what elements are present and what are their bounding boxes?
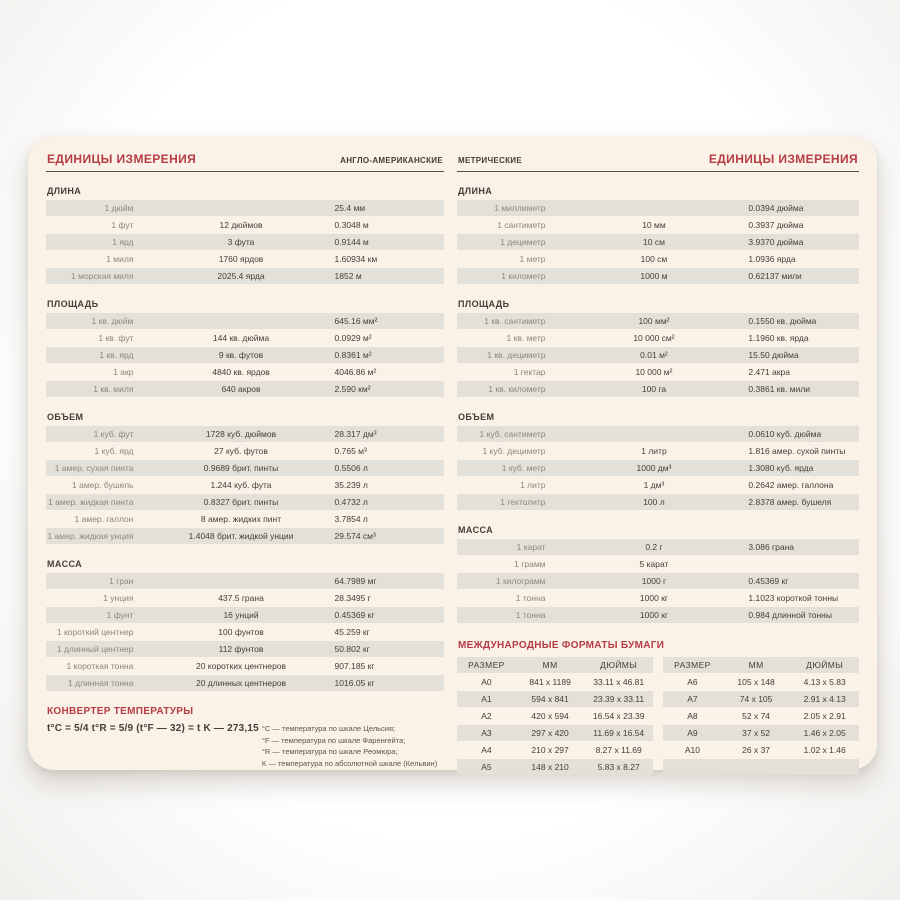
table-row (46, 381, 444, 397)
equivalent-cell (149, 200, 332, 216)
value-cell: 1852 м (334, 271, 362, 281)
paper-table-header (663, 657, 859, 673)
unit-cell: 1 ярд (112, 237, 134, 247)
value-cell (746, 556, 859, 572)
table-row (457, 759, 653, 775)
unit-cell: 1 дюйм (104, 203, 134, 213)
value-cell: 1.02 x 1.46 (803, 745, 846, 755)
unit-cell: 1 тонна (515, 593, 546, 603)
value-cell: 16.54 x 23.39 (592, 711, 645, 721)
unit-cell: 1 куб. дециметр (482, 446, 546, 456)
equivalent-cell: 20 длинных центнеров (195, 678, 287, 688)
column-subtitle-right: МЕТРИЧЕСКИЕ (458, 156, 522, 165)
temperature-formula: t°C = 5/4 t°R = 5/9 (t°F — 32) = t K — 273,15 (47, 723, 259, 734)
value-cell: 3.9370 дюйма (748, 237, 804, 247)
paper-rows (663, 674, 859, 775)
unit-cell: A8 (687, 711, 698, 721)
unit-cell: 1 унция (103, 593, 134, 603)
legend-line: °C — температура по шкале Цельсия; (261, 724, 396, 733)
value-cell: 1.1960 кв. ярда (748, 333, 809, 343)
equivalent-cell: 594 x 841 (531, 694, 569, 704)
table-row (457, 494, 859, 510)
equivalent-cell: 9 кв. футов (218, 350, 264, 360)
table-row (457, 234, 859, 250)
table-row (663, 708, 859, 724)
section-label: МАССА (47, 559, 83, 569)
value-cell: 0.45369 кг (748, 576, 789, 586)
value-cell: 0.3048 м (334, 220, 369, 230)
value-cell: 0.984 длинной тонны (748, 610, 832, 620)
unit-cell: 1 амер. жидкая пинта (48, 497, 134, 507)
unit-cell: 1 фунт (106, 610, 134, 620)
unit-cell: 1 фут (111, 220, 134, 230)
equivalent-cell: 1000 кг (639, 610, 669, 620)
table-row (663, 674, 859, 690)
equivalent-cell: 20 коротких центнеров (195, 661, 287, 671)
value-cell: 0.62137 мили (748, 271, 802, 281)
unit-cell: 1 амер. галлон (74, 514, 134, 524)
equivalent-cell: 1728 куб. дюймов (205, 429, 277, 439)
unit-cell: 1 литр (520, 480, 546, 490)
equivalent-cell: 144 кв. дюйма (212, 333, 270, 343)
legend-line: °R — температура по шкале Реомюра; (261, 747, 398, 756)
equivalent-cell: 10 мм (642, 220, 666, 230)
unit-cell: 1 акр (113, 367, 134, 377)
equivalent-cell: 100 фунтов (218, 627, 264, 637)
table-row (663, 691, 859, 707)
value-cell: 1.60934 км (334, 254, 378, 264)
conversion-table (457, 200, 859, 284)
section-label: ОБЪЕМ (458, 412, 495, 422)
unit-cell: 1 кв. дециметр (487, 350, 546, 360)
value-cell: 2.8378 амер. бушеля (748, 497, 832, 507)
paper-formats-title: МЕЖДУНАРОДНЫЕ ФОРМАТЫ БУМАГИ (458, 640, 665, 651)
legend-line: К — температура по абсолютной шкале (Кельвин) (261, 758, 438, 768)
table-row (46, 675, 444, 691)
value-cell: 0.3937 дюйма (748, 220, 804, 230)
unit-cell: 1 кв. ярд (99, 350, 134, 360)
table-row (46, 607, 444, 623)
conversion-table (46, 426, 444, 544)
unit-cell: A5 (481, 762, 492, 772)
equivalent-cell: 0.8327 брит. пинты (203, 497, 279, 507)
unit-cell: 1 куб. сантиметр (479, 429, 546, 439)
equivalent-cell: 1000 кг (639, 593, 669, 603)
table-row (663, 742, 859, 758)
equivalent-cell: 437.5 грана (218, 593, 264, 603)
table-row (46, 658, 444, 674)
equivalent-cell: 297 x 420 (531, 728, 569, 738)
column-header-left (46, 150, 444, 172)
section-label: ДЛИНА (458, 186, 493, 196)
table-row (457, 725, 653, 741)
table-row (46, 590, 444, 606)
unit-cell: 1 куб. ярд (94, 446, 134, 456)
unit-cell: 1 кв. метр (506, 333, 546, 343)
unit-cell: A3 (481, 728, 492, 738)
table-row (457, 200, 859, 216)
equivalent-cell: 10 000 см² (633, 333, 675, 343)
col-header-mm: ММ (542, 660, 558, 670)
table-row (46, 330, 444, 346)
unit-cell: 1 короткий центнер (56, 627, 134, 637)
table-row (46, 624, 444, 640)
table-row (46, 528, 444, 544)
paper-table-a0-a5 (457, 657, 653, 776)
unit-cell: A7 (687, 694, 698, 704)
value-cell: 64.7989 мг (334, 576, 377, 586)
equivalent-cell: 4840 кв. ярдов (212, 367, 270, 377)
equivalent-cell: 1 дм³ (643, 480, 665, 490)
unit-cell: 1 дециметр (500, 237, 546, 247)
section-label: ПЛОЩАДЬ (47, 299, 99, 309)
section-volume-anglo (46, 412, 444, 545)
value-cell: 2.471 акра (748, 367, 790, 377)
table-row (46, 347, 444, 363)
value-cell: 33.11 x 46.81 (593, 677, 645, 687)
value-cell (790, 759, 859, 775)
equivalent-cell: 26 x 37 (742, 745, 771, 755)
equivalent-cell (562, 426, 747, 442)
table-row (46, 200, 444, 216)
equivalent-cell: 640 акров (221, 384, 261, 394)
conversion-table (46, 573, 444, 691)
equivalent-cell (722, 759, 791, 775)
unit-cell: A1 (481, 694, 492, 704)
value-cell: 23.39 x 33.11 (593, 694, 645, 704)
value-cell: 15.50 дюйма (748, 350, 799, 360)
unit-cell: 1 километр (501, 271, 546, 281)
unit-cell: 1 амер. жидкая унция (47, 531, 134, 541)
table-row (46, 426, 444, 442)
unit-cell: A2 (481, 711, 492, 721)
unit-cell: 1 миллиметр (494, 203, 546, 213)
table-row (46, 313, 444, 329)
unit-cell: 1 килограмм (495, 576, 546, 586)
unit-cell: 1 кв. фут (98, 333, 134, 343)
value-cell: 0.9144 м (334, 237, 369, 247)
value-cell: 45.259 кг (334, 627, 370, 637)
equivalent-cell: 0.01 м² (640, 350, 668, 360)
value-cell: 0.0610 куб. дюйма (748, 429, 822, 439)
section-mass-metric (457, 525, 859, 624)
value-cell: 1016.05 кг (334, 678, 375, 688)
section-label: ОБЪЕМ (47, 412, 84, 422)
value-cell: 8.27 x 11.69 (595, 745, 642, 755)
unit-cell: 1 морская миля (71, 271, 134, 281)
value-cell: 1.3080 куб. ярда (748, 463, 814, 473)
unit-cell: 1 кв. километр (488, 384, 546, 394)
paper-table-a6-a10 (663, 657, 859, 776)
temperature-title: КОНВЕРТЕР ТЕМПЕРАТУРЫ (47, 706, 194, 717)
equivalent-cell (149, 573, 332, 589)
table-row (457, 674, 653, 690)
unit-cell: A6 (687, 677, 698, 687)
value-cell: 3.7854 л (334, 514, 368, 524)
value-cell: 2.590 км² (334, 384, 371, 394)
table-row (46, 494, 444, 510)
equivalent-cell: 841 x 1189 (529, 677, 571, 687)
table-row (457, 217, 859, 233)
value-cell: 0.3861 кв. мили (748, 384, 811, 394)
value-cell: 5.83 x 8.27 (597, 762, 640, 772)
value-cell: 907.185 кг (334, 661, 375, 671)
conversion-table (457, 313, 859, 397)
equivalent-cell: 8 амер. жидких пинт (200, 514, 282, 524)
unit-cell: 1 куб. фут (93, 429, 134, 439)
equivalent-cell: 37 x 52 (742, 728, 771, 738)
table-row (457, 691, 653, 707)
section-area-anglo (46, 299, 444, 398)
table-row (46, 364, 444, 380)
equivalent-cell: 1000 г (641, 576, 667, 586)
col-header-mm: ММ (748, 660, 764, 670)
equivalent-cell: 1000 м (640, 271, 668, 281)
table-row (46, 460, 444, 476)
unit-cell: 1 кв. миля (93, 384, 134, 394)
temperature-body (46, 723, 444, 769)
table-row (457, 443, 859, 459)
table-row (457, 590, 859, 606)
equivalent-cell: 1000 дм³ (636, 463, 672, 473)
value-cell: 0.0394 дюйма (748, 203, 804, 213)
unit-cell: 1 короткая тонна (66, 661, 134, 671)
value-cell: 4.13 x 5.83 (803, 677, 846, 687)
value-cell: 28.3495 г (334, 593, 371, 603)
table-row (457, 426, 859, 442)
temperature-legend (262, 723, 444, 769)
equivalent-cell: 10 000 м² (635, 367, 673, 377)
value-cell: 1.1023 короткой тонны (748, 593, 839, 603)
conversion-table (457, 426, 859, 510)
equivalent-cell: 100 мм² (638, 316, 670, 326)
section-label: ДЛИНА (47, 186, 82, 196)
table-row (457, 477, 859, 493)
table-row (457, 268, 859, 284)
paper-rows (457, 674, 653, 775)
reference-page (28, 136, 877, 770)
value-cell: 0.8361 м² (334, 350, 372, 360)
table-row (457, 742, 653, 758)
table-row (457, 347, 859, 363)
table-row (46, 511, 444, 527)
equivalent-cell: 105 x 148 (737, 677, 775, 687)
equivalent-cell: 100 см (640, 254, 668, 264)
col-header-inches: ДЮЙМЫ (806, 660, 844, 670)
equivalent-cell: 0.9689 брит. пинты (203, 463, 279, 473)
equivalent-cell: 112 фунтов (218, 644, 264, 654)
value-cell: 0.5506 л (334, 463, 368, 473)
table-row (46, 443, 444, 459)
value-cell: 25.4 мм (334, 203, 366, 213)
value-cell: 29.574 см³ (334, 531, 376, 541)
value-cell: 4046.86 м² (334, 367, 377, 377)
table-row (457, 251, 859, 267)
equivalent-cell: 74 x 105 (739, 694, 773, 704)
unit-cell: 1 кв. сантиметр (484, 316, 546, 326)
equivalent-cell: 12 дюймов (219, 220, 263, 230)
conversion-table (457, 539, 859, 623)
col-header-size: РАЗМЕР (468, 660, 505, 670)
value-cell: 28.317 дм³ (334, 429, 377, 439)
section-label: ПЛОЩАДЬ (458, 299, 510, 309)
unit-cell: 1 сантиметр (497, 220, 546, 230)
table-row (457, 313, 859, 329)
table-row (46, 234, 444, 250)
table-row (457, 539, 859, 555)
section-area-metric (457, 299, 859, 398)
equivalent-cell (562, 200, 747, 216)
value-cell: 1.816 амер. сухой пинты (748, 446, 846, 456)
value-cell: 3.086 грана (748, 542, 795, 552)
table-row (46, 477, 444, 493)
column-header-right (457, 150, 859, 172)
unit-cell (663, 759, 722, 775)
unit-cell: 1 метр (519, 254, 546, 264)
value-cell: 2.91 x 4.13 (803, 694, 846, 704)
equivalent-cell: 210 x 297 (531, 745, 569, 755)
table-row (46, 268, 444, 284)
value-cell: 1.0936 ярда (748, 254, 796, 264)
conversion-table (46, 313, 444, 397)
equivalent-cell: 2025.4 ярда (217, 271, 265, 281)
value-cell: 645.16 мм² (334, 316, 378, 326)
value-cell: 35.239 л (334, 480, 368, 490)
equivalent-cell (149, 313, 332, 329)
table-row (457, 708, 653, 724)
value-cell: 0.4732 л (334, 497, 368, 507)
unit-cell: 1 миля (106, 254, 134, 264)
unit-cell: A0 (481, 677, 492, 687)
value-cell: 0.765 м³ (334, 446, 367, 456)
unit-cell: 1 гектолитр (500, 497, 546, 507)
column-anglo-american (46, 150, 444, 770)
table-row (457, 364, 859, 380)
table-row (663, 725, 859, 741)
unit-cell: 1 грамм (514, 559, 546, 569)
table-row (457, 330, 859, 346)
unit-cell: 1 карат (516, 542, 546, 552)
equivalent-cell: 5 карат (639, 559, 669, 569)
column-metric (457, 150, 859, 770)
page-title-right: ЕДИНИЦЫ ИЗМЕРЕНИЯ (708, 152, 858, 166)
equivalent-cell: 100 л (643, 497, 665, 507)
unit-cell: 1 кв. дюйм (91, 316, 134, 326)
equivalent-cell: 10 см (643, 237, 665, 247)
table-row (46, 573, 444, 589)
section-length-metric (457, 186, 859, 285)
equivalent-cell: 1760 ярдов (218, 254, 264, 264)
equivalent-cell: 16 унций (223, 610, 259, 620)
unit-cell: A4 (481, 745, 492, 755)
section-paper-formats (457, 638, 859, 776)
unit-cell: 1 гектар (513, 367, 546, 377)
equivalent-cell: 1 литр (641, 446, 667, 456)
table-row (457, 460, 859, 476)
unit-cell: 1 гран (109, 576, 134, 586)
column-subtitle-left: АНГЛО-АМЕРИКАНСКИЕ (340, 156, 443, 165)
equivalent-cell: 420 x 594 (531, 711, 569, 721)
page-title-left: ЕДИНИЦЫ ИЗМЕРЕНИЯ (47, 152, 197, 166)
paper-table-header (457, 657, 653, 673)
value-cell: 2.05 x 2.91 (803, 711, 846, 721)
equivalent-cell: 148 x 210 (531, 762, 569, 772)
unit-cell: A9 (687, 728, 698, 738)
table-row (46, 641, 444, 657)
value-cell: 0.0929 м² (334, 333, 372, 343)
value-cell: 0.1550 кв. дюйма (748, 316, 817, 326)
value-cell: 11.69 x 16.54 (593, 728, 645, 738)
section-length-anglo (46, 186, 444, 285)
unit-cell: 1 амер. сухая пинта (54, 463, 134, 473)
col-header-size: РАЗМЕР (674, 660, 711, 670)
unit-cell: 1 амер. бушель (72, 480, 134, 490)
section-mass-anglo (46, 559, 444, 692)
value-cell: 0.45369 кг (334, 610, 375, 620)
equivalent-cell: 1.244 куб. фута (210, 480, 272, 490)
table-row (663, 759, 859, 775)
equivalent-cell: 52 x 74 (742, 711, 771, 721)
unit-cell: A10 (684, 745, 700, 755)
equivalent-cell: 27 куб. футов (214, 446, 268, 456)
value-cell: 50.802 кг (334, 644, 370, 654)
paper-tables (457, 657, 859, 776)
table-row (457, 573, 859, 589)
unit-cell: 1 куб. метр (501, 463, 546, 473)
equivalent-cell: 0.2 г (645, 542, 663, 552)
value-cell: 1.46 x 2.05 (803, 728, 846, 738)
unit-cell: 1 длинный центнер (56, 644, 134, 654)
section-label: МАССА (458, 525, 494, 535)
unit-cell: 1 тонна (515, 610, 546, 620)
col-header-inches: ДЮЙМЫ (600, 660, 638, 670)
equivalent-cell: 3 фута (227, 237, 255, 247)
unit-cell: 1 длинная тонна (67, 678, 134, 688)
conversion-table (46, 200, 444, 284)
table-row (46, 217, 444, 233)
section-volume-metric (457, 412, 859, 511)
value-cell: 0.2642 амер. галлона (748, 480, 834, 490)
equivalent-cell: 1.4048 брит. жидкой унции (188, 531, 294, 541)
equivalent-cell: 100 га (641, 384, 667, 394)
table-row (457, 381, 859, 397)
table-row (46, 251, 444, 267)
temperature-converter (46, 706, 444, 769)
legend-line: °F — температура по шкале Фаренгейта; (261, 735, 406, 745)
table-row (457, 607, 859, 623)
table-row (457, 556, 859, 572)
